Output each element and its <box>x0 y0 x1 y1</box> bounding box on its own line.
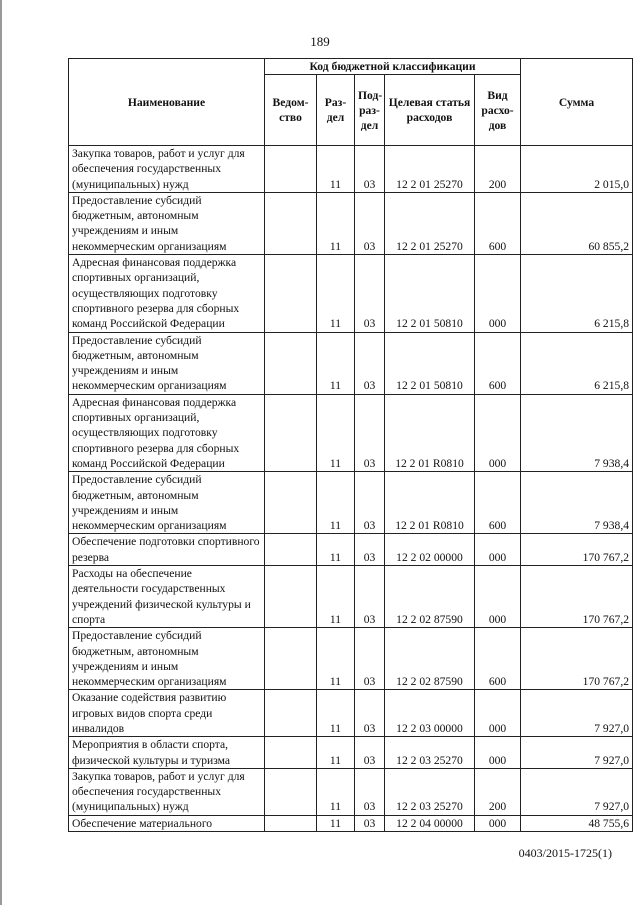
row-podrazdel: 03 <box>355 737 385 769</box>
row-podrazdel: 03 <box>355 255 385 332</box>
row-sum: 7 938,4 <box>521 472 633 534</box>
row-target: 12 2 04 00000 <box>385 815 475 831</box>
budget-table <box>68 58 633 832</box>
row-podrazdel: 03 <box>355 394 385 471</box>
row-target: 12 2 02 00000 <box>385 534 475 566</box>
row-name: Обеспечение материального <box>69 815 265 831</box>
row-sum: 7 927,0 <box>521 737 633 769</box>
header-budget-code-group: Код бюджетной классификации <box>265 59 521 75</box>
page-number: 189 <box>310 34 330 49</box>
row-target: 12 2 01 25270 <box>385 192 475 254</box>
row-name: Обеспечение подготовки спортивного резерва <box>69 534 265 566</box>
row-razdel: 11 <box>317 566 355 628</box>
document-code: 0403/2015-1725(1) <box>518 846 612 860</box>
row-sum: 60 855,2 <box>521 192 633 254</box>
row-ved <box>265 768 317 815</box>
row-podrazdel: 03 <box>355 768 385 815</box>
table-row <box>69 192 633 254</box>
table-row <box>69 690 633 737</box>
row-target: 12 2 01 50810 <box>385 255 475 332</box>
row-podrazdel: 03 <box>355 332 385 394</box>
row-name: Мероприятия в области спорта, физической культуры и туризма <box>69 737 265 769</box>
row-sum: 170 767,2 <box>521 628 633 690</box>
header-razdel: Раз-дел <box>317 75 355 146</box>
row-podrazdel: 03 <box>355 472 385 534</box>
row-name: Предоставление субсидий бюджетным, автономным учреждениям и иным некоммерческим организациям <box>69 192 265 254</box>
row-vid: 000 <box>475 394 521 471</box>
row-vid: 000 <box>475 815 521 831</box>
row-target: 12 2 03 00000 <box>385 690 475 737</box>
row-vid: 200 <box>475 768 521 815</box>
row-ved <box>265 255 317 332</box>
table-row <box>69 815 633 831</box>
row-target: 12 2 01 50810 <box>385 332 475 394</box>
row-ved <box>265 192 317 254</box>
header-podrazdel: Под-раз-дел <box>355 75 385 146</box>
row-name: Закупка товаров, работ и услуг для обеспечения государственных (муниципальных) нужд <box>69 768 265 815</box>
table-row <box>69 628 633 690</box>
row-ved <box>265 534 317 566</box>
row-podrazdel: 03 <box>355 690 385 737</box>
row-vid: 000 <box>475 255 521 332</box>
row-name: Оказание содействия развитию игровых видов спорта среди инвалидов <box>69 690 265 737</box>
row-sum: 6 215,8 <box>521 332 633 394</box>
row-name: Предоставление субсидий бюджетным, автономным учреждениям и иным некоммерческим организациям <box>69 332 265 394</box>
table-row <box>69 737 633 769</box>
table-row <box>69 332 633 394</box>
row-vid: 000 <box>475 690 521 737</box>
row-ved <box>265 815 317 831</box>
row-podrazdel: 03 <box>355 192 385 254</box>
table-row <box>69 472 633 534</box>
row-target: 12 2 02 87590 <box>385 566 475 628</box>
row-vid: 000 <box>475 566 521 628</box>
row-sum: 7 938,4 <box>521 394 633 471</box>
row-target: 12 2 01 R0810 <box>385 472 475 534</box>
row-name: Расходы на обеспечение деятельности государственных учреждений физической культуры и спорта <box>69 566 265 628</box>
row-razdel: 11 <box>317 332 355 394</box>
header-ved: Ведом-ство <box>265 75 317 146</box>
row-ved <box>265 472 317 534</box>
row-sum: 170 767,2 <box>521 534 633 566</box>
row-podrazdel: 03 <box>355 146 385 193</box>
row-ved <box>265 737 317 769</box>
row-razdel: 11 <box>317 146 355 193</box>
header-sum: Сумма <box>521 59 633 146</box>
row-podrazdel: 03 <box>355 628 385 690</box>
row-razdel: 11 <box>317 737 355 769</box>
row-vid: 600 <box>475 332 521 394</box>
table-row <box>69 768 633 815</box>
row-target: 12 2 02 87590 <box>385 628 475 690</box>
row-razdel: 11 <box>317 192 355 254</box>
row-vid: 600 <box>475 192 521 254</box>
table-row <box>69 146 633 193</box>
row-razdel: 11 <box>317 690 355 737</box>
row-razdel: 11 <box>317 394 355 471</box>
row-target: 12 2 03 25270 <box>385 768 475 815</box>
row-vid: 000 <box>475 737 521 769</box>
row-ved <box>265 332 317 394</box>
row-ved <box>265 146 317 193</box>
row-vid: 600 <box>475 628 521 690</box>
row-name: Адресная финансовая поддержка спортивных организаций, осуществляющих подготовку спортивного резерва для сборных команд Российской Федерации <box>69 394 265 471</box>
row-podrazdel: 03 <box>355 534 385 566</box>
header-name: Наименование <box>69 59 265 146</box>
row-sum: 7 927,0 <box>521 768 633 815</box>
row-sum: 7 927,0 <box>521 690 633 737</box>
row-sum: 6 215,8 <box>521 255 633 332</box>
scan-edge <box>0 0 2 905</box>
row-razdel: 11 <box>317 472 355 534</box>
table-row <box>69 255 633 332</box>
row-sum: 48 755,6 <box>521 815 633 831</box>
row-name: Закупка товаров, работ и услуг для обеспечения государственных (муниципальных) нужд <box>69 146 265 193</box>
row-target: 12 2 01 R0810 <box>385 394 475 471</box>
table-row <box>69 394 633 471</box>
row-vid: 600 <box>475 472 521 534</box>
row-razdel: 11 <box>317 815 355 831</box>
row-razdel: 11 <box>317 628 355 690</box>
row-razdel: 11 <box>317 255 355 332</box>
row-name: Предоставление субсидий бюджетным, автономным учреждениям и иным некоммерческим организациям <box>69 628 265 690</box>
table-row <box>69 534 633 566</box>
row-razdel: 11 <box>317 534 355 566</box>
row-ved <box>265 394 317 471</box>
row-name: Предоставление субсидий бюджетным, автономным учреждениям и иным некоммерческим организациям <box>69 472 265 534</box>
row-ved <box>265 690 317 737</box>
row-ved <box>265 628 317 690</box>
row-razdel: 11 <box>317 768 355 815</box>
row-name: Адресная финансовая поддержка спортивных организаций, осуществляющих подготовку спортивного резерва для сборных команд Российской Федерации <box>69 255 265 332</box>
row-vid: 000 <box>475 534 521 566</box>
row-vid: 200 <box>475 146 521 193</box>
row-sum: 170 767,2 <box>521 566 633 628</box>
header-vid: Вид расхо-дов <box>475 75 521 146</box>
row-podrazdel: 03 <box>355 815 385 831</box>
row-target: 12 2 03 25270 <box>385 737 475 769</box>
row-podrazdel: 03 <box>355 566 385 628</box>
header-target: Целевая статья расходов <box>385 75 475 146</box>
table-row <box>69 566 633 628</box>
row-sum: 2 015,0 <box>521 146 633 193</box>
row-target: 12 2 01 25270 <box>385 146 475 193</box>
row-ved <box>265 566 317 628</box>
